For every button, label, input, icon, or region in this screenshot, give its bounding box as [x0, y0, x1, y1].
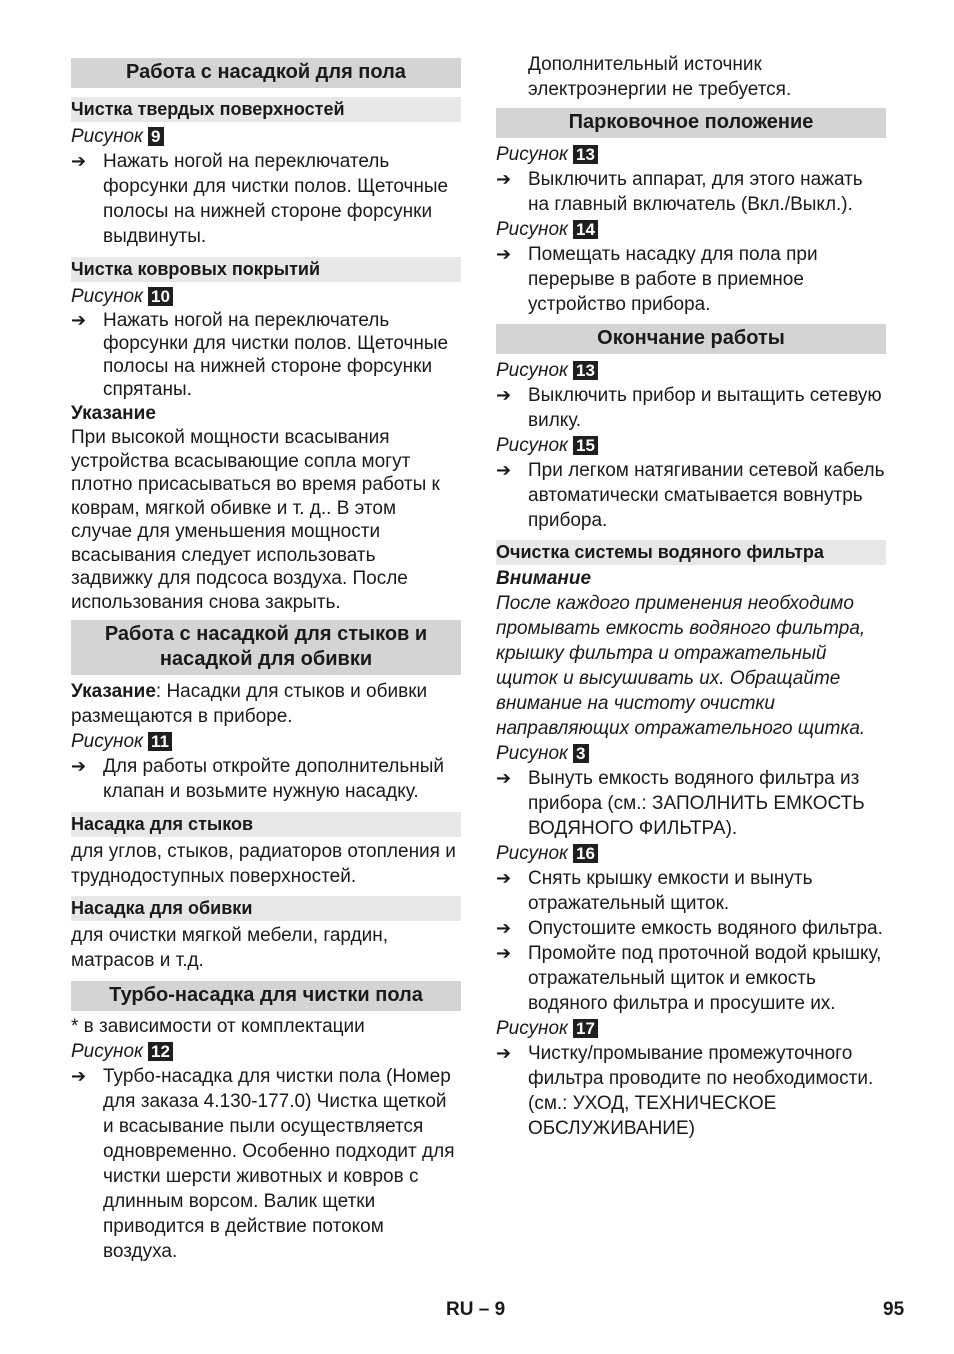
figure-ref — [496, 217, 886, 242]
arrow-right-icon: ➔ — [496, 460, 512, 480]
heading-end-of-work: Окончание работы — [496, 324, 886, 354]
figure-ref — [496, 433, 886, 458]
instruction-step — [71, 754, 461, 804]
figure-number: 16 — [573, 844, 598, 863]
figure-ref — [496, 841, 886, 866]
figure-number: 13 — [573, 361, 598, 380]
arrow-right-icon: ➔ — [496, 768, 512, 788]
figure-label: Рисунок — [71, 126, 144, 147]
left-column — [71, 0, 461, 1264]
heading-water-filter-cleaning: Очистка системы водяного фильтра — [496, 540, 886, 565]
figure-label: Рисунок — [71, 731, 144, 752]
right-column — [496, 0, 886, 1141]
heading-parking-position: Парковочное положение — [496, 108, 886, 138]
arrow-right-icon: ➔ — [71, 1066, 87, 1086]
instruction-step — [71, 1064, 461, 1264]
figure-label: Рисунок — [496, 144, 569, 165]
figure-ref — [496, 142, 886, 167]
figure-number: 9 — [148, 127, 163, 146]
heading-turbo-nozzle: Турбо-насадка для чистки пола — [71, 981, 461, 1011]
step-text: Выключить прибор и вытащить сетевую вилку. — [528, 385, 882, 431]
figure-ref — [71, 1039, 461, 1064]
crevice-text: для углов, стыков, радиаторов отопления и труднодоступных поверхностей. — [71, 841, 456, 887]
figure-label: Рисунок — [71, 1041, 144, 1062]
step-text: Нажать ногой на переключатель форсунки для чистки полов. Щеточные полосы на нижней стороне форсунки выдвинуты. — [103, 151, 449, 247]
figure-number: 14 — [573, 220, 598, 239]
figure-number: 15 — [573, 436, 598, 455]
heading-upholstery-nozzle: Насадка для обивки — [71, 896, 461, 921]
turbo-footnote: * в зависимости от комплектации — [71, 1016, 365, 1037]
instruction-step — [496, 1041, 886, 1141]
step-text: Опустошите емкость водяного фильтра. — [528, 918, 883, 939]
step-text: Для работы откройте дополнительный клапан и возьмите нужную насадку. — [103, 756, 445, 802]
step-text — [528, 1041, 886, 1141]
warning-text: После каждого применения необходимо промывать емкость водяного фильтра, крышку фильтра и отражательный щиток и высушивать их. Обращайте внимание на чистоту очистки направляющих отражательного щитка. — [496, 593, 866, 739]
upholstery-text: для очистки мягкой мебели, гардин, матрасов и т.д. — [71, 925, 389, 971]
heading-floor-nozzle: Работа с насадкой для пола — [71, 58, 461, 88]
arrow-right-icon: ➔ — [496, 244, 512, 264]
step-text: Турбо-насадка для чистки пола (Номер для заказа 4.130-177.0) Чистка щеткой и всасывание пыли осуществляется одновременно. Особенно подходит для чистки шерсти животных и ковров с длинным ворсом. Валик щетки приводится в действие потоком воздуха. — [103, 1066, 455, 1262]
arrow-right-icon: ➔ — [496, 943, 512, 963]
continued-text: Дополнительный источник электроэнергии не требуется. — [528, 54, 792, 100]
figure-ref — [496, 1016, 886, 1041]
arrow-right-icon: ➔ — [71, 756, 87, 776]
figure-number: 10 — [148, 287, 173, 306]
instruction-step — [496, 916, 886, 941]
figure-number: 3 — [573, 744, 588, 763]
page-number: 95 — [883, 1299, 905, 1320]
instruction-step — [496, 383, 886, 433]
instruction-step — [496, 242, 886, 317]
arrow-right-icon: ➔ — [496, 868, 512, 888]
step-text: Помещать насадку для пола при перерыве в работе в приемное устройство прибора. — [528, 244, 818, 315]
figure-label: Рисунок — [496, 1018, 569, 1039]
heading-carpet: Чистка ковровых покрытий — [71, 257, 461, 282]
arrow-right-icon: ➔ — [496, 918, 512, 938]
figure-number: 13 — [573, 145, 598, 164]
step-text: Промойте под проточной водой крышку, отражательный щиток и емкость водяного фильтра и просушите их. — [528, 943, 882, 1014]
step-main-text: Чистку/промывание промежуточного фильтра проводите по необходимости. — [528, 1043, 874, 1089]
warning-title: Внимание — [496, 568, 592, 589]
step-text: При легком натягивании сетевой кабель автоматически сматывается вовнутрь прибора. — [528, 460, 885, 531]
instruction-step — [496, 766, 886, 841]
figure-number: 12 — [148, 1042, 173, 1061]
arrow-right-icon: ➔ — [496, 169, 512, 189]
note-text: При высокой мощности всасывания устройства всасывающие сопла могут плотно присасываться во время работы к коврам, мягкой обивке и т. д.. В этом случае для уменьшения мощности всасывания следует использовать задвижку для подсоса воздуха. После использования снова закрыть. — [71, 427, 440, 613]
step-text: Снять крышку емкости и вынуть отражательный щиток. — [528, 868, 813, 914]
figure-label: Рисунок — [496, 360, 569, 381]
step-reference: (см.: УХОД, ТЕХНИЧЕСКОЕ ОБСЛУЖИВАНИЕ) — [528, 1093, 777, 1139]
figure-label: Рисунок — [496, 843, 569, 864]
arrow-right-icon: ➔ — [71, 151, 87, 171]
figure-label: Рисунок — [496, 743, 569, 764]
figure-ref — [71, 284, 461, 309]
heading-hard-surfaces: Чистка твердых поверхностей — [71, 97, 461, 122]
step-text: Вынуть емкость водяного фильтра из прибора (см.: ЗАПОЛНИТЬ ЕМКОСТЬ ВОДЯНОГО ФИЛЬТРА). — [528, 768, 865, 839]
instruction-step — [496, 167, 886, 217]
instruction-step — [496, 866, 886, 916]
figure-ref — [496, 358, 886, 383]
arrow-right-icon: ➔ — [496, 385, 512, 405]
figure-label: Рисунок — [496, 435, 569, 456]
figure-ref — [71, 729, 461, 754]
figure-number: 11 — [148, 732, 172, 751]
step-text: Нажать ногой на переключатель форсунки для чистки полов. Щеточные полосы на нижней стороне форсунки спрятаны. — [103, 310, 449, 400]
instruction-step — [71, 309, 461, 401]
arrow-right-icon: ➔ — [71, 310, 87, 330]
instruction-step — [496, 941, 886, 1016]
step-text: Выключить аппарат, для этого нажать на главный включатель (Вкл./Выкл.). — [528, 169, 863, 215]
figure-label: Рисунок — [496, 219, 569, 240]
note-title: Указание — [71, 403, 156, 424]
heading-crevice-upholstery: Работа с насадкой для стыков и насадкой для обивки — [71, 620, 461, 675]
note-text: : Насадки для стыков и обивки размещаются в приборе. — [71, 681, 428, 727]
figure-number: 17 — [573, 1019, 598, 1038]
figure-ref — [496, 741, 886, 766]
instruction-step — [71, 149, 461, 249]
note-label: Указание — [71, 681, 156, 702]
figure-label: Рисунок — [71, 286, 144, 307]
joint-note — [71, 679, 461, 729]
heading-crevice-nozzle: Насадка для стыков — [71, 812, 461, 837]
footer-section-label: RU – 9 — [446, 1299, 506, 1320]
arrow-right-icon: ➔ — [496, 1043, 512, 1063]
figure-ref — [71, 124, 461, 149]
instruction-step — [496, 458, 886, 533]
